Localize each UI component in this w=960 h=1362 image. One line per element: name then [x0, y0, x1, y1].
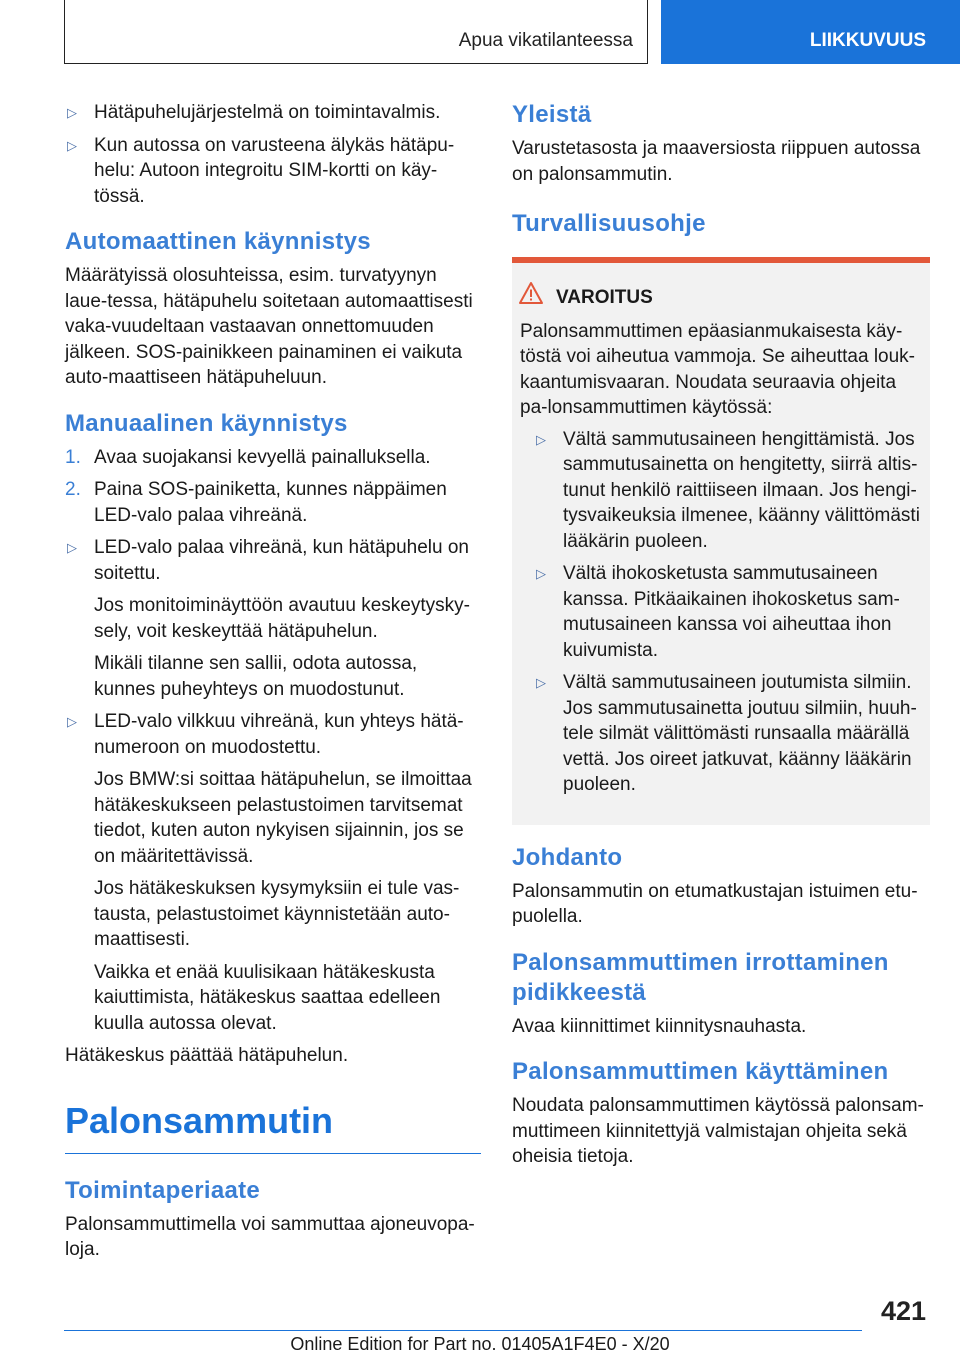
footer-divider	[64, 1330, 862, 1331]
list-item-continuation: Jos hätäkeskuksen kysymyksiin ei tule vas-tausta, pelastustoimet käynnistetään auto-maattisesti.	[94, 878, 460, 950]
list-item-continuation: Vaikka et enää kuulisikaan hätäkeskusta kaiuttimista, hätäkeskus saattaa edelleen kuulla autossa olevat.	[94, 961, 441, 1034]
list-item: ▷ Vältä sammutusaineen hengittämistä. Jos sammutusainetta on hengitetty, siirrä altis-tunut henkilö raittiiseen ilmaan. Jos hengi-tysvaikeuksia ilmenee, käänny välittömästi lääkärin puoleen.	[536, 428, 920, 552]
list-item-continuation: Jos monitoiminäyttöön avautuu keskeytysky-sely, voit keskeyttää hätäpuhelun.	[94, 595, 470, 642]
heading-principle: Toimintaperiaate	[65, 1176, 261, 1204]
page-header	[0, 0, 960, 66]
step-item: 2. Paina SOS-painiketta, kunnes näppäimen LED-valo palaa vihreänä.	[65, 479, 447, 526]
chapter-heading: Palonsammutin	[65, 1099, 481, 1154]
heading-intro: Johdanto	[512, 843, 623, 871]
list-item-continuation: Jos BMW:si soittaa hätäpuhelun, se ilmoittaa hätäkeskukseen pelastustoimen tarvitsemat tiedot, kuten auton nykyisen sijainnin, jos se on määritettävissä.	[94, 769, 472, 867]
heading-manual-start: Manuaalinen käynnistys	[65, 409, 348, 437]
warning-box	[512, 257, 930, 825]
list-item: ▷ Vältä ihokosketusta sammutusaineen kanssa. Pitkäaikainen ihokosketus sam-mutusaineen kanssa voi aiheuttaa ihon kuivumista.	[536, 563, 900, 661]
paragraph: Avaa kiinnittimet kiinnitysnauhasta.	[512, 1015, 807, 1037]
section-title: Apua vikatilanteessa	[64, 0, 648, 64]
warning-title: VAROITUS	[556, 285, 924, 311]
step-item: 1. Avaa suojakansi kevyellä painalluksella.	[65, 445, 481, 471]
heading-removal: Palonsammuttimen irrottaminen pidikkeestä	[512, 948, 889, 1006]
paragraph: Varustetasosta ja maaversiosta riippuen autossa on palonsammutin.	[512, 138, 921, 185]
list-item: ▷ Hätäpuhelujärjestelmä on toimintavalmis.	[65, 100, 481, 126]
paragraph: Määrätyissä olosuhteissa, esim. turvatyynyn laue-tessa, hätäpuhelu soitetaan automaattisesti vaka-vuudeltaan vastaavan onnettomuuden jälkeen. SOS-painikkeen painaminen ei vaikuta auto-maattiseen hätäpuheluun.	[65, 265, 473, 388]
heading-general: Yleistä	[512, 101, 592, 128]
step-number: 1.	[65, 446, 81, 468]
heading-safety: Turvallisuusohje	[512, 210, 706, 237]
step-number: 2.	[65, 479, 81, 500]
paragraph: Palonsammuttimella voi sammuttaa ajoneuvopa-loja.	[65, 1213, 475, 1260]
heading-usage: Palonsammuttimen käyttäminen	[512, 1058, 889, 1085]
paragraph: Palonsammutin on etumatkustajan istuimen etu-puolella.	[512, 880, 918, 927]
triangle-bullet-icon: ▷	[536, 431, 546, 447]
edition-footer: Online Edition for Part no. 01405A1F4E0 - X/20	[290, 1334, 670, 1354]
page-number: 421	[880, 1296, 926, 1326]
left-column	[65, 100, 481, 1269]
list-item: ▷ LED-valo vilkkuu vihreänä, kun yhteys hätä-numeroon on muodostettu.	[67, 711, 464, 758]
list-item-continuation: Mikäli tilanne sen sallii, odota autossa, kunnes puheyhteys on muodostunut.	[94, 653, 418, 700]
triangle-bullet-icon: ▷	[536, 675, 546, 690]
heading-auto-start: Automaattinen käynnistys	[65, 228, 371, 255]
triangle-bullet-icon: ▷	[536, 566, 546, 581]
list-item: ▷ Kun autossa on varusteena älykäs hätäpu-helu: Autoon integroitu SIM-kortti on käy-tössä.	[67, 134, 455, 207]
triangle-bullet-icon: ▷	[67, 137, 77, 153]
triangle-bullet-icon: ▷	[67, 714, 77, 729]
paragraph: Noudata palonsammuttimen käytössä palonsam-muttimeen kiinnitettyjä valmistajan ohjeita sekä oheisia tietoja.	[512, 1095, 924, 1167]
warning-triangle-icon	[518, 281, 544, 305]
list-item: ▷ LED-valo palaa vihreänä, kun hätäpuhelu on soitettu.	[67, 537, 469, 584]
chapter-tab[interactable]: LIIKKUVUUS	[661, 0, 960, 64]
right-column	[512, 100, 930, 1176]
triangle-bullet-icon: ▷	[67, 540, 77, 555]
warning-text: Palonsammuttimen epäasianmukaisesta käy-töstä voi aiheutua vammoja. Se aiheuttaa louk-kaantumisvaaran. Noudata seuraavia ohjeita pa-lonsammuttimen käytössä:	[520, 320, 916, 418]
paragraph: Hätäkeskus päättää hätäpuhelun.	[65, 1045, 349, 1066]
triangle-bullet-icon: ▷	[67, 105, 77, 120]
list-item: ▷ Vältä sammutusaineen joutumista silmiin. Jos sammutusainetta joutuu silmiin, huuh-tele silmät välittömästi runsaalla määrällä vettä. Jos oireet jatkuvat, käänny lääkärin puoleen.	[536, 672, 917, 795]
